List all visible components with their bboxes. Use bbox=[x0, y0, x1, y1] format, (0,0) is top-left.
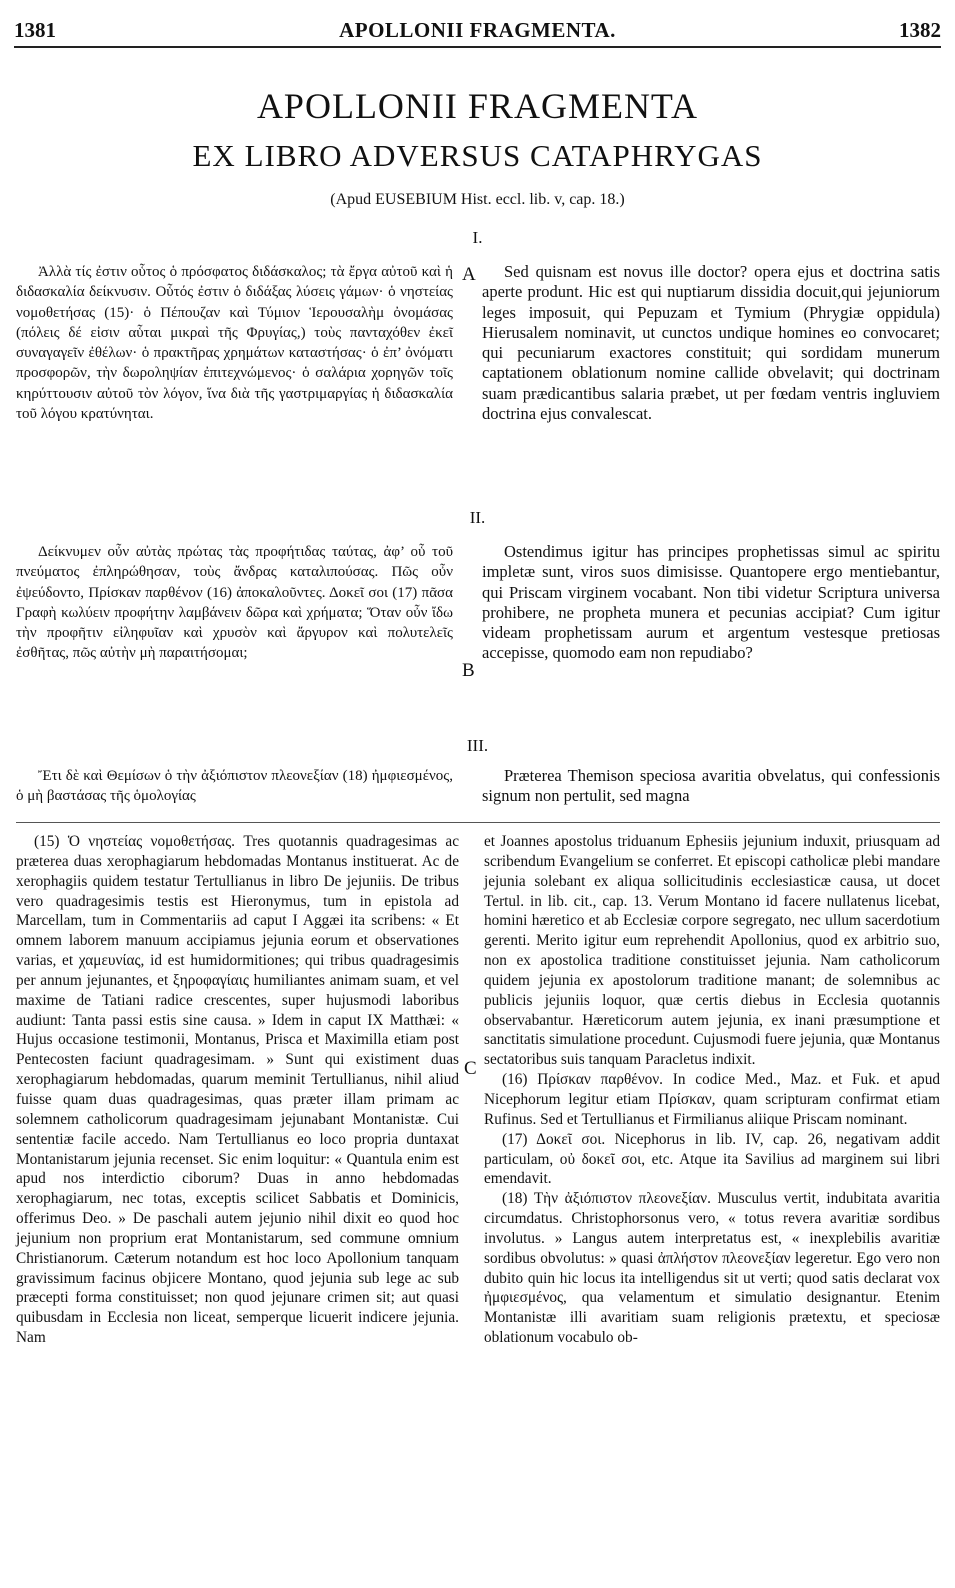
latin-paragraph: Sed quisnam est novus ille doctor? opera ejus et doctrina satis aperte produnt. Hic est qui nuptiarum dissidia docuit,qui jejuniorum leges imposuit, qui Pepuzam et Tymium (Phrygiæ oppidula) Hierusalem nominavit, ut cunctos undique homines eo convocaret; qui pecuniarum exactores constituit; qui sordidam munerum captationem oblationum nomine callide obvelavit; qui doctrinam suam prædicantibus salaria præbet, ut per fœdam ventris ingluviem doctrina ejus convalescat. bbox=[482, 262, 940, 424]
footnotes-right bbox=[484, 832, 940, 1348]
section-numeral-2: II. bbox=[469, 508, 486, 527]
margin-marker-b: B bbox=[462, 660, 475, 681]
page-number-left: 1381 bbox=[14, 18, 56, 42]
section-numeral-1: I. bbox=[472, 228, 483, 247]
greek-paragraph: Ἔτι δὲ καὶ Θεμίσων ὁ τὴν ἀξιόπιστον πλεονεξίαν (18) ἠμφιεσμένος, ὁ μὴ βαστάσας τῆς ὁμολογίας bbox=[16, 768, 453, 805]
greek-text-3 bbox=[16, 766, 453, 807]
footnote-18: (18) Τὴν ἀξιόπιστον πλεονεξίαν. Musculus vertit, indubitata avaritia circumdatus. Christophorsonus vero, « totus revera avaritiæ sordibus involutus. » Langus autem interpretatus est, « inexplebilis avaritiæ sordibus obvolutus: » quasi ἀπλήστον πλεονεξίαν legeretur. Ego vero non dubito quin hic locus ita intelligendus sit ut verti; quod satis declarat vox ἠμφιεσμένος, qua velamentum et simulatio designantur. Etenim Montanistæ illi avaritiam suam religionis prætextu, et speciosæ oblationum vocabulo ob- bbox=[484, 1190, 940, 1347]
latin-text-2 bbox=[482, 542, 940, 664]
footnote-15-continued: et Joannes apostolus triduanum Ephesiis jejunium induxit, priusquam ad scribendum Evangelium se conferret. Et episcopi catholicæ plebi mandare jejunia solebant ex aliqua sollicitudinis ecclesiasticæ causa, ut docet Tertul. in lib. cit., cap. 13. Verum Montano id facere nullatenus licebat, homini hæretico et ab Ecclesiæ corpore segregato, nec ullum sacerdotium gerenti. Merito igitur eum reprehendit Apollonius, quod ex arbitrio suo, non ex apostolica traditione constituisset jejunia. Nam catholicorum quidem jejunia ex apostolorum traditione manant; de solemnibus ac publicis jejuniis loquor, quæ certis diebus in Ecclesia quotannis observabantur. Hæreticorum autem jejunia, ex inani præsumptione et sanctitatis simulatione procedunt. Cujusmodi fuere jejunia, quæ Montanus sectatoribus suis tanquam Paracletus indixit. bbox=[484, 833, 940, 1069]
greek-text-1 bbox=[16, 262, 453, 424]
main-title: APOLLONII FRAGMENTA bbox=[256, 86, 699, 126]
latin-text-1 bbox=[482, 262, 940, 424]
footnote-16: (16) Πρίσκαν παρθένον. In codice Med., Maz. et Fuk. et apud Nicephorum legitur etiam Πρίσκαν, quam scripturam confirmat etiam Rufinus. Sed et Tertullianus et Firmilianus aliique Priscam nominant. bbox=[484, 1071, 940, 1128]
latin-paragraph: Præterea Themison speciosa avaritia obvelatus, qui confessionis signum non pertulit, sed magna bbox=[482, 766, 940, 806]
page-number-right: 1382 bbox=[899, 18, 941, 42]
footnotes-left bbox=[16, 832, 459, 1348]
latin-paragraph: Ostendimus igitur has principes prophetissas simul ac spiritu impletæ sunt, viros suos dimisisse. Quantopere ergo mentiebantur, qui Priscam virginem vocabant. Non tibi videtur Scriptura universa prohibere, ne propheta munera et pecunias accipiat? Cum igitur videam prophetissam aurum et argentum vestesque pretiosas accepisse, quomodo eam non repudiabo? bbox=[482, 542, 940, 663]
notes-divider bbox=[16, 822, 940, 823]
running-title: APOLLONII FRAGMENTA. bbox=[339, 18, 616, 42]
section-numeral-3: III. bbox=[466, 736, 489, 755]
greek-paragraph: Ἀλλὰ τίς ἐστιν οὗτος ὁ πρόσφατος διδάσκαλος; τὰ ἔργα αὐτοῦ καὶ ἡ διδασκαλία δείκνυσιν. Οὗτός ἐστιν ὁ διδάξας λύσεις γάμων· ὁ νηστείας νομοθετήσας (15)· ὁ Πέπουζαν καὶ Τύμιον Ἱερουσαλὴμ ὀνομάσας (πόλεις δέ εἰσιν αὗται μικραὶ τῆς Φρυγίας,) τοὺς πανταχόθεν ἐκεῖ συναγαγεῖν ἐθέλων· ὁ πρακτῆρας χρημάτων καταστήσας· ὁ ἐπ’ ὀνόματι προσφορῶν, τὴν δωροληψίαν ἐπιτεχνώμενος· ὁ σαλάρια χορηγῶν τοῖς κηρύττουσιν αὐτοῦ τὸν λόγον, ἵνα διὰ τῆς γαστριμαργίας ἡ διδασκαλία τοῦ λόγου κρατύνηται. bbox=[16, 264, 453, 423]
running-header bbox=[14, 18, 941, 44]
footnote-17: (17) Δοκεῖ σοι. Nicephorus in lib. IV, cap. 26, negativam addit particulam, οὐ δοκεῖ σοι, etc. Atque ita Savilius ad marginem sui libri emendavit. bbox=[484, 1130, 940, 1188]
source-citation: (Apud EUSEBIUM Hist. eccl. lib. v, cap. 18.) bbox=[330, 191, 625, 208]
header-rule bbox=[14, 46, 941, 48]
margin-marker-c: C bbox=[464, 1058, 477, 1079]
footnote-15: (15) Ὁ νηστείας νομοθετήσας. Tres quotannis quadragesimas ac præterea duas xerophagiarum hebdomadas Montanus instituerat. Ac de xerophagiis quidem testatur Tertullianus in libro De jejuniis. De tribus vero quadragesimis testis est Hieronymus, tum in epistola ad Marcellam, tum in Commentariis ad caput I Aggæi ita scribens: « Et omnem laborem manuum accipiamus jejunia eorum et observationes varias, et χαμευνίας, id est humidormitiones; qui tribus quadragesimis per annum jejunantes, et ξηροφαγίαις humiliantes animam suam, et vel maxime de Tatiani radice crescentes, super hujusmodi laboribus audiunt: Tanta passi estis sine causa. » Idem in caput IX Matthæi: « Hujus occasione testimonii, Montanus, Prisca et Maximilla etiam post Pentecosten faciunt quadragesimam. » Sunt qui existiment duas xerophagiarum hebdomadas, quarum meminit Tertullianus, nihil aliud fuisse quam duas quadragesimas, quas præter illam primam ac solemnem catholicorum quadragesimam jejunabant Montanistæ. Cui sententiæ facile accedo. Nam Tertullianus eo loco propria duntaxat Montanistarum jejunia recenset. Sic enim loquitur: « Quantula enim est apud nos interdictio ciborum? Duas in anno hebdomadas xerophagiarum, nec totas, exceptis scilicet Sabbatis et Dominicis, offerimus Deo. » De paschali autem jejunio nihil dixit eo quod hoc jejunium non proprium erat Montanistarum, sed commune omnium Christianorum. Cæterum notandum est hoc loco Apollonium tanquam gravissimum facinus objicere Montano, quod jejunia sub lege ac sub præcepti forma constituisset; non quod jejunare crimen sit; aut quasi quibusdam in Ecclesia non liceat, semperque licuerit indicere jejunia. Nam bbox=[16, 833, 459, 1347]
subtitle: EX LIBRO ADVERSUS CATAPHRYGAS bbox=[192, 138, 763, 173]
margin-marker-a: A bbox=[462, 264, 476, 285]
latin-text-3 bbox=[482, 766, 940, 807]
greek-paragraph: Δείκνυμεν οὖν αὐτὰς πρώτας τὰς προφήτιδας ταύτας, ἀφ’ οὗ τοῦ πνεύματος ἐπληρώθησαν, τοὺς ἄνδρας καταλιπούσας. Πῶς οὖν ἐψεύδοντο, Πρίσκαν παρθένον (16) ἀποκαλοῦντες. Δοκεῖ σοι (17) πᾶσα Γραφὴ κωλύειν προφήτην λαμβάνειν δῶρα καὶ χρήματα; Ὅταν οὖν ἴδω τὴν προφῆτιν εἰληφυῖαν καὶ χρυσὸν καὶ ἄργυρον καὶ πολυτελεῖς ἐσθῆτας, πῶς αὐτὴν μὴ παραιτήσομαι; bbox=[16, 544, 453, 662]
greek-text-2 bbox=[16, 542, 453, 664]
